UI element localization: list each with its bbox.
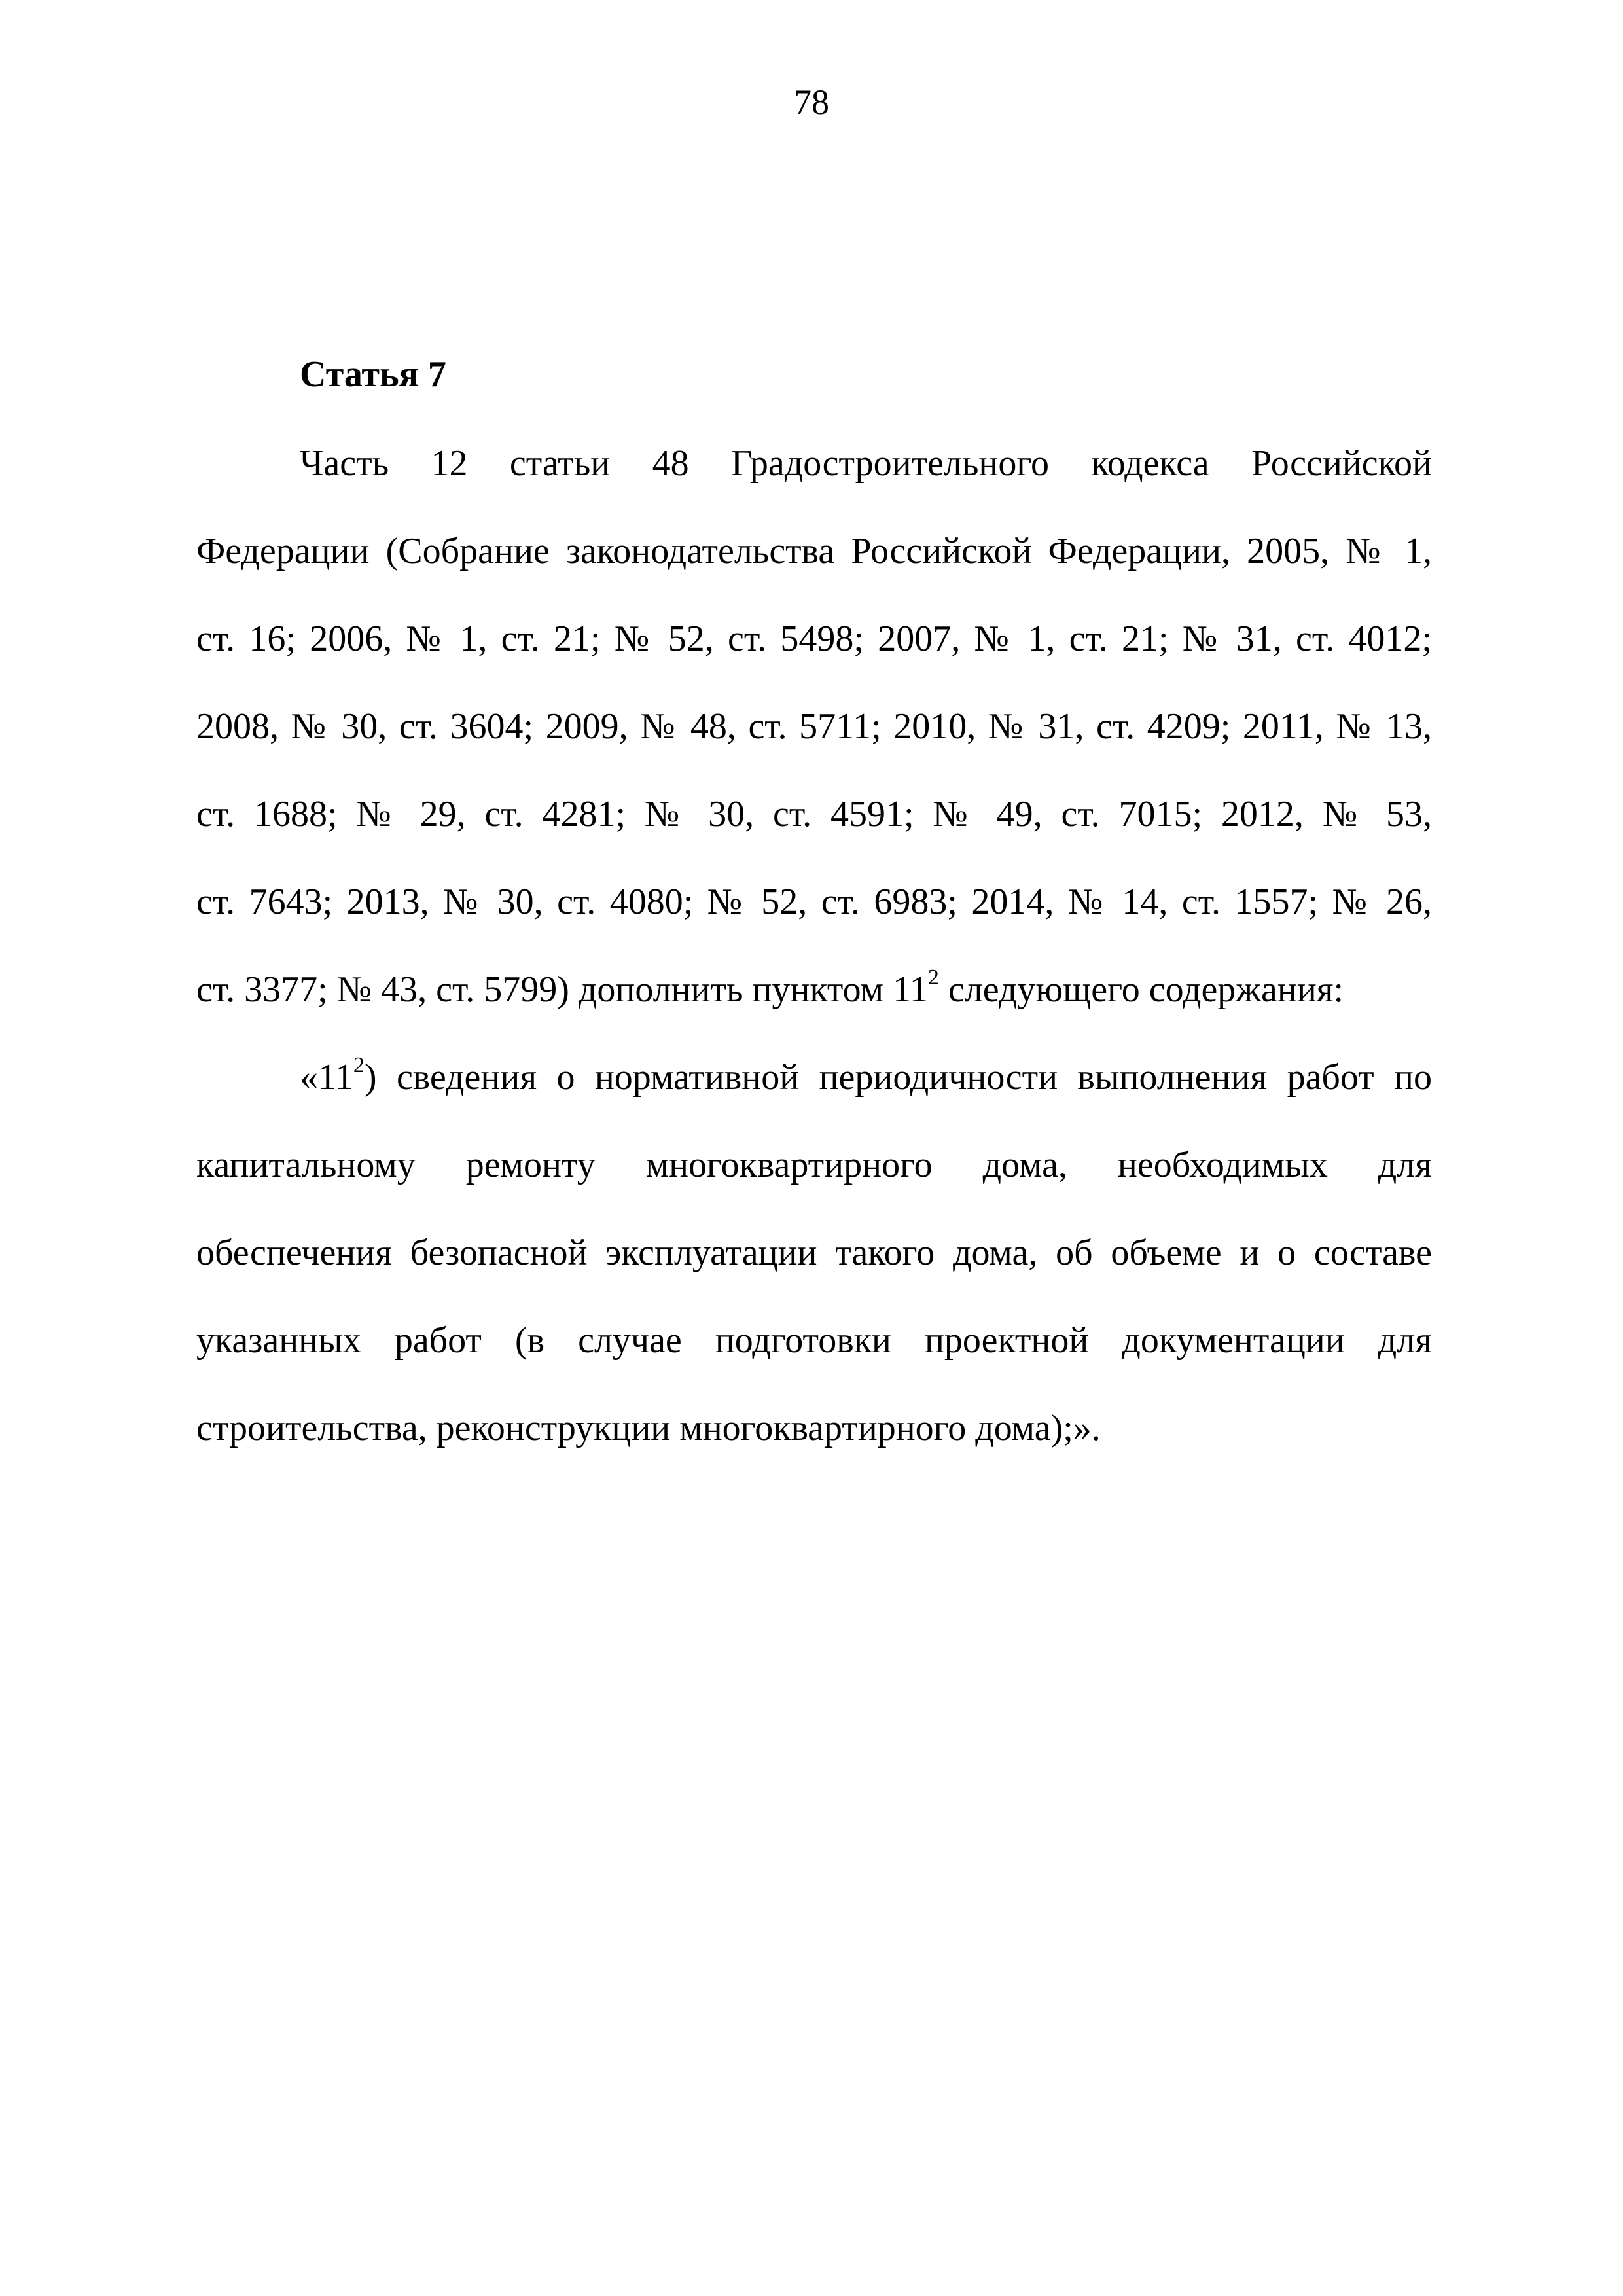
body-line: ст. 7643; 2013, № 30, ст. 4080; № 52, ст. 6983; 2014, № 14, ст. 1557; № 26, bbox=[196, 882, 1432, 922]
body-text: ) сведения о нормативной периодичности выполнения работ по bbox=[364, 1057, 1432, 1098]
body-line: ст. 1688; № 29, ст. 4281; № 30, ст. 4591; № 49, ст. 7015; 2012, № 53, bbox=[196, 794, 1432, 834]
body-line: 2008, № 30, ст. 3604; 2009, № 48, ст. 5711; 2010, № 31, ст. 4209; 2011, № 13, bbox=[196, 706, 1432, 747]
quote-first-line bbox=[300, 1054, 1432, 1101]
body-line: Федерации (Собрание законодательства Российской Федерации, 2005, № 1, bbox=[196, 531, 1432, 571]
body-line: указанных работ (в случае подготовки проектной документации для bbox=[196, 1320, 1432, 1361]
body-line: Часть 12 статьи 48 Градостроительного кодекса Российской bbox=[300, 443, 1432, 484]
body-text: ст. 3377; № 43, ст. 5799) дополнить пунктом 11 bbox=[196, 969, 928, 1010]
body-text: следующего содержания: bbox=[938, 969, 1344, 1010]
body-line: ст. 16; 2006, № 1, ст. 21; № 52, ст. 5498; 2007, № 1, ст. 21; № 31, ст. 4012; bbox=[196, 619, 1432, 659]
body-line: капитальному ремонту многоквартирного дома, необходимых для bbox=[196, 1145, 1432, 1185]
superscript: 2 bbox=[353, 1053, 365, 1078]
body-text: «11 bbox=[300, 1057, 353, 1098]
page-number: 78 bbox=[794, 82, 829, 122]
article-heading: Статья 7 bbox=[300, 354, 446, 395]
superscript: 2 bbox=[927, 965, 939, 990]
body-line: обеспечения безопасной эксплуатации такого дома, об объеме и о составе bbox=[196, 1232, 1432, 1273]
body-line-last bbox=[196, 966, 1344, 1013]
body-line-last: строительства, реконструкции многоквартирного дома);». bbox=[196, 1408, 1101, 1448]
